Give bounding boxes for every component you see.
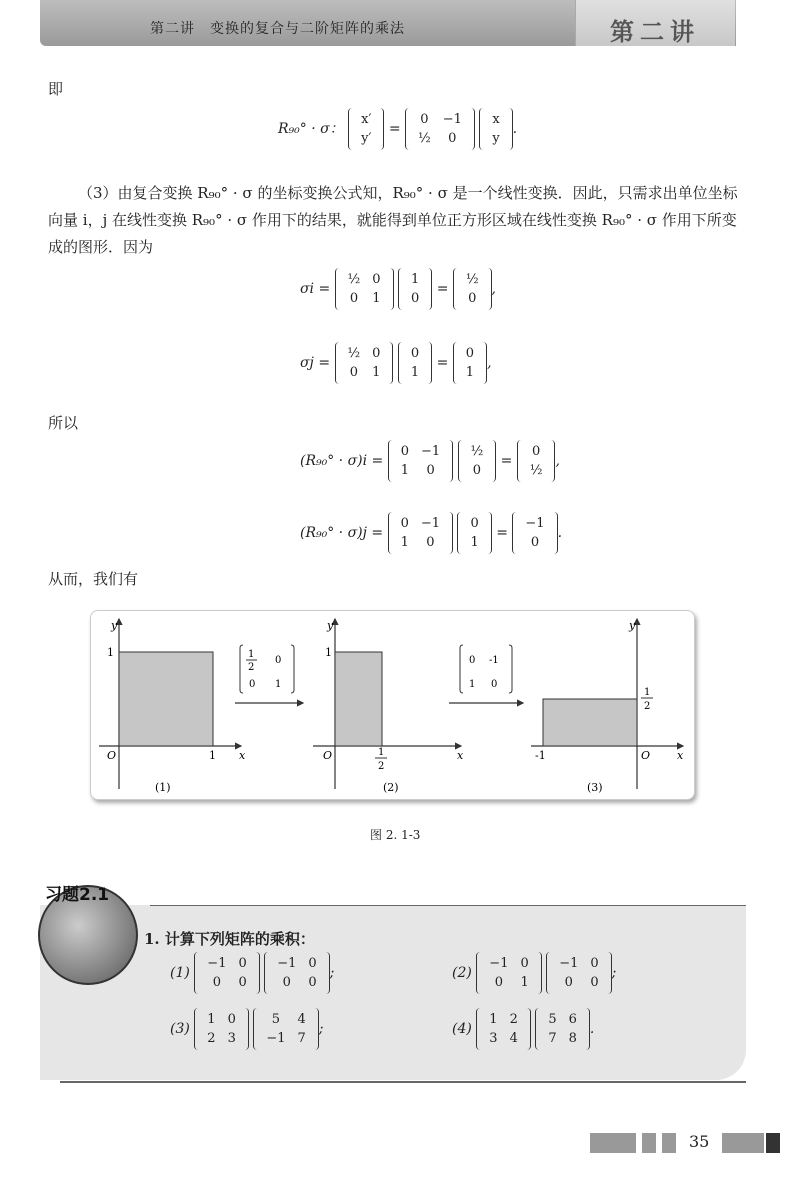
plot1-one-x: 1 <box>209 749 216 762</box>
exercise-divider-top <box>150 905 746 906</box>
square-1 <box>119 652 213 746</box>
m1-a-num: 1 <box>248 649 255 660</box>
footer-bar-1 <box>590 1133 636 1153</box>
m1-d: 1 <box>275 679 282 690</box>
plot2-y: y <box>327 619 334 632</box>
paragraph-3: （3）由复合变换 R₉₀° · σ 的坐标变换公式知，R₉₀° · σ 是一个线性变换．因此，只需求出单位坐标向量 i，j 在线性变换 R₉₀° · σ 作用下的结果，就能得到单位正方形区域在线性变换 R₉₀° · σ 作用下所变成的图形．因为 <box>48 184 738 256</box>
plot-1 <box>99 619 246 794</box>
plot-2 <box>313 619 464 794</box>
figure-panel <box>90 610 695 800</box>
plot3-label: (3) <box>587 781 603 794</box>
footer-bar-5 <box>766 1133 780 1153</box>
plot1-one-y: 1 <box>107 646 114 659</box>
rect-2 <box>335 652 382 746</box>
equation-sigma-j: σj = ½ 0 0 1 0 1 = 0 1 , <box>300 342 492 384</box>
plot1-x: x <box>239 749 246 762</box>
plot3-half-den: 2 <box>644 701 651 712</box>
transform-2 <box>449 645 523 703</box>
exercise-q1: 1. 计算下列矩阵的乘积： <box>144 930 315 948</box>
m1-a-den: 2 <box>248 662 255 673</box>
exercise-item-3: (3) 1 0 2 3 5 4 −1 7 ; <box>170 1008 323 1050</box>
footer-bar-2 <box>642 1133 656 1153</box>
exercise-item-4: (4) 1 2 3 4 5 6 7 8 . <box>452 1008 594 1050</box>
plot3-x: x <box>677 749 684 762</box>
plot3-origin: O <box>641 749 651 762</box>
header-tab-label: 第二讲 <box>610 17 700 46</box>
equation-r-sigma-i: (R₉₀° · σ)i = 0 −1 1 0 ½ 0 = 0 ½ , <box>300 440 560 482</box>
plot2-half-den: 2 <box>378 761 385 772</box>
m2-d: 0 <box>491 679 498 690</box>
suoyi-label: 所以 <box>48 414 79 432</box>
header-title: 第二讲 变换的复合与二阶矩阵的乘法 <box>150 21 405 37</box>
footer-bar-3 <box>662 1133 676 1153</box>
plot2-label: (2) <box>383 781 399 794</box>
plot3-half-num: 1 <box>644 687 651 698</box>
equation-r-sigma-j: (R₉₀° · σ)j = 0 −1 1 0 0 1 = −1 0 . <box>300 512 562 554</box>
plot3-minus-one: -1 <box>535 749 546 762</box>
equation-1: R₉₀° · σ： x′ y′ = 0 −1 ½ 0 x y . <box>278 108 517 150</box>
transform-1 <box>235 645 303 703</box>
figure-svg <box>91 611 696 801</box>
figure-caption: 图 2. 1-3 <box>370 828 421 842</box>
m1-b: 0 <box>275 655 282 666</box>
plot2-x: x <box>457 749 464 762</box>
m2-b: -1 <box>489 655 499 666</box>
plot1-y: y <box>111 619 118 632</box>
exercise-item-2: (2) −1 0 0 1 −1 0 0 0 ; <box>452 952 616 994</box>
m1-c: 0 <box>249 679 256 690</box>
exercise-badge: 习题2.1 <box>45 885 110 905</box>
congeryou-label: 从而，我们有 <box>48 570 139 588</box>
rect-3 <box>543 699 637 746</box>
plot2-origin: O <box>323 749 333 762</box>
plot1-label: (1) <box>155 781 171 794</box>
exercise-item-1: (1) −1 0 0 0 −1 0 0 0 ; <box>170 952 334 994</box>
equation-sigma-i: σi = ½ 0 0 1 1 0 = ½ 0 , <box>300 268 496 310</box>
footer-bar-4 <box>722 1133 764 1153</box>
page-number: 35 <box>689 1132 710 1151</box>
ji-label: 即 <box>48 80 64 98</box>
exercise-divider-bottom <box>60 1081 746 1083</box>
plot1-origin: O <box>107 749 117 762</box>
plot2-one-y: 1 <box>325 646 332 659</box>
m2-c: 1 <box>469 679 476 690</box>
plot3-y: y <box>629 619 636 632</box>
plot2-half-num: 1 <box>378 747 385 758</box>
plot-3 <box>531 619 684 794</box>
m2-a: 0 <box>469 655 476 666</box>
